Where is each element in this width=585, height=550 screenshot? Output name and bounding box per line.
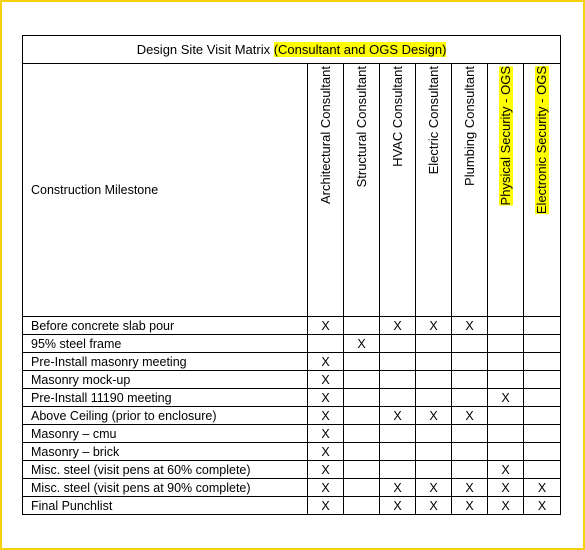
milestone-label: Above Ceiling (prior to enclosure): [23, 407, 308, 425]
visit-mark-cell: [524, 335, 561, 353]
column-header-label: Electric Consultant: [425, 66, 441, 175]
visit-mark-cell: [488, 425, 524, 443]
column-header-label: HVAC Consultant: [389, 66, 405, 167]
visit-mark-cell: X: [380, 479, 416, 497]
visit-mark-cell: X: [344, 335, 380, 353]
column-header-6: [488, 64, 524, 317]
table-row: [23, 443, 561, 461]
visit-mark-cell: [524, 443, 561, 461]
column-header-7: [524, 64, 561, 317]
visit-mark-cell: X: [380, 407, 416, 425]
visit-mark-cell: [308, 335, 344, 353]
construction-milestone-header: Construction Milestone: [23, 64, 308, 317]
visit-mark-cell: [344, 389, 380, 407]
visit-mark-cell: X: [308, 407, 344, 425]
visit-mark-cell: X: [452, 479, 488, 497]
visit-mark-cell: [524, 425, 561, 443]
visit-mark-cell: [488, 335, 524, 353]
visit-mark-cell: [524, 389, 561, 407]
site-visit-matrix: [22, 35, 561, 515]
column-header-label: Plumbing Consultant: [461, 66, 477, 186]
visit-mark-cell: X: [488, 497, 524, 515]
column-header-3: [380, 64, 416, 317]
visit-mark-cell: [524, 461, 561, 479]
visit-mark-cell: X: [380, 497, 416, 515]
table-row: [23, 497, 561, 515]
column-header-label: Electronic Security - OGS: [534, 66, 550, 215]
visit-mark-cell: X: [452, 407, 488, 425]
milestone-label: Misc. steel (visit pens at 60% complete): [23, 461, 308, 479]
visit-mark-cell: [524, 371, 561, 389]
column-header-label: Physical Security - OGS: [497, 66, 513, 206]
visit-mark-cell: [452, 425, 488, 443]
matrix-title-text: Design Site Visit Matrix: [136, 42, 274, 57]
visit-mark-cell: [344, 425, 380, 443]
visit-mark-cell: X: [416, 497, 452, 515]
milestone-label: Masonry – cmu: [23, 425, 308, 443]
column-header-1: [308, 64, 344, 317]
column-header-label: Architectural Consultant: [317, 66, 333, 205]
visit-mark-cell: [380, 425, 416, 443]
visit-mark-cell: X: [452, 317, 488, 335]
visit-mark-cell: [452, 461, 488, 479]
visit-mark-cell: X: [308, 443, 344, 461]
visit-mark-cell: [488, 353, 524, 371]
table-row: [23, 335, 561, 353]
visit-mark-cell: [488, 317, 524, 335]
visit-mark-cell: [380, 443, 416, 461]
visit-mark-cell: [416, 461, 452, 479]
visit-mark-cell: X: [308, 317, 344, 335]
visit-mark-cell: X: [308, 479, 344, 497]
milestone-label: Before concrete slab pour: [23, 317, 308, 335]
milestone-label: Pre-Install 11190 meeting: [23, 389, 308, 407]
visit-mark-cell: X: [308, 497, 344, 515]
visit-mark-cell: [344, 317, 380, 335]
milestone-label: Masonry mock-up: [23, 371, 308, 389]
matrix-title-highlight: (Consultant and OGS Design): [273, 42, 447, 57]
visit-mark-cell: X: [452, 497, 488, 515]
visit-mark-cell: [416, 335, 452, 353]
visit-mark-cell: [488, 371, 524, 389]
visit-mark-cell: X: [308, 461, 344, 479]
table-row: [23, 425, 561, 443]
visit-mark-cell: X: [416, 407, 452, 425]
visit-mark-cell: [416, 371, 452, 389]
milestone-label: Misc. steel (visit pens at 90% complete): [23, 479, 308, 497]
visit-mark-cell: [344, 353, 380, 371]
visit-mark-cell: X: [308, 371, 344, 389]
visit-mark-cell: X: [380, 317, 416, 335]
visit-mark-cell: X: [308, 353, 344, 371]
visit-mark-cell: [344, 371, 380, 389]
visit-mark-cell: [380, 335, 416, 353]
milestone-label: Pre-Install masonry meeting: [23, 353, 308, 371]
visit-mark-cell: X: [524, 497, 561, 515]
visit-mark-cell: [452, 443, 488, 461]
column-header-5: [452, 64, 488, 317]
matrix-title: [23, 36, 561, 64]
visit-mark-cell: [452, 371, 488, 389]
table-row: [23, 353, 561, 371]
visit-mark-cell: [344, 497, 380, 515]
milestone-label: Final Punchlist: [23, 497, 308, 515]
visit-mark-cell: X: [488, 479, 524, 497]
visit-mark-cell: [452, 389, 488, 407]
visit-mark-cell: X: [488, 389, 524, 407]
column-header-label: Structural Consultant: [353, 66, 369, 188]
visit-mark-cell: [524, 317, 561, 335]
table-row: [23, 389, 561, 407]
visit-mark-cell: [344, 443, 380, 461]
table-row: [23, 479, 561, 497]
visit-mark-cell: X: [416, 479, 452, 497]
visit-mark-cell: X: [416, 317, 452, 335]
visit-mark-cell: [344, 479, 380, 497]
visit-mark-cell: X: [308, 389, 344, 407]
visit-mark-cell: [416, 389, 452, 407]
visit-mark-cell: [452, 353, 488, 371]
milestone-label: Masonry – brick: [23, 443, 308, 461]
visit-mark-cell: X: [524, 479, 561, 497]
column-header-2: [344, 64, 380, 317]
table-row: [23, 461, 561, 479]
visit-mark-cell: [524, 353, 561, 371]
visit-mark-cell: [452, 335, 488, 353]
visit-mark-cell: [344, 461, 380, 479]
visit-mark-cell: [380, 461, 416, 479]
visit-mark-cell: X: [488, 461, 524, 479]
visit-mark-cell: [380, 371, 416, 389]
visit-mark-cell: [416, 425, 452, 443]
visit-mark-cell: [488, 407, 524, 425]
milestone-label: 95% steel frame: [23, 335, 308, 353]
matrix-body: [23, 317, 561, 515]
table-row: [23, 407, 561, 425]
table-row: [23, 317, 561, 335]
visit-mark-cell: [344, 407, 380, 425]
column-header-4: [416, 64, 452, 317]
visit-mark-cell: [380, 389, 416, 407]
visit-mark-cell: [416, 353, 452, 371]
visit-mark-cell: [380, 353, 416, 371]
visit-mark-cell: [524, 407, 561, 425]
visit-mark-cell: [416, 443, 452, 461]
visit-mark-cell: X: [308, 425, 344, 443]
table-row: [23, 371, 561, 389]
visit-mark-cell: [488, 443, 524, 461]
